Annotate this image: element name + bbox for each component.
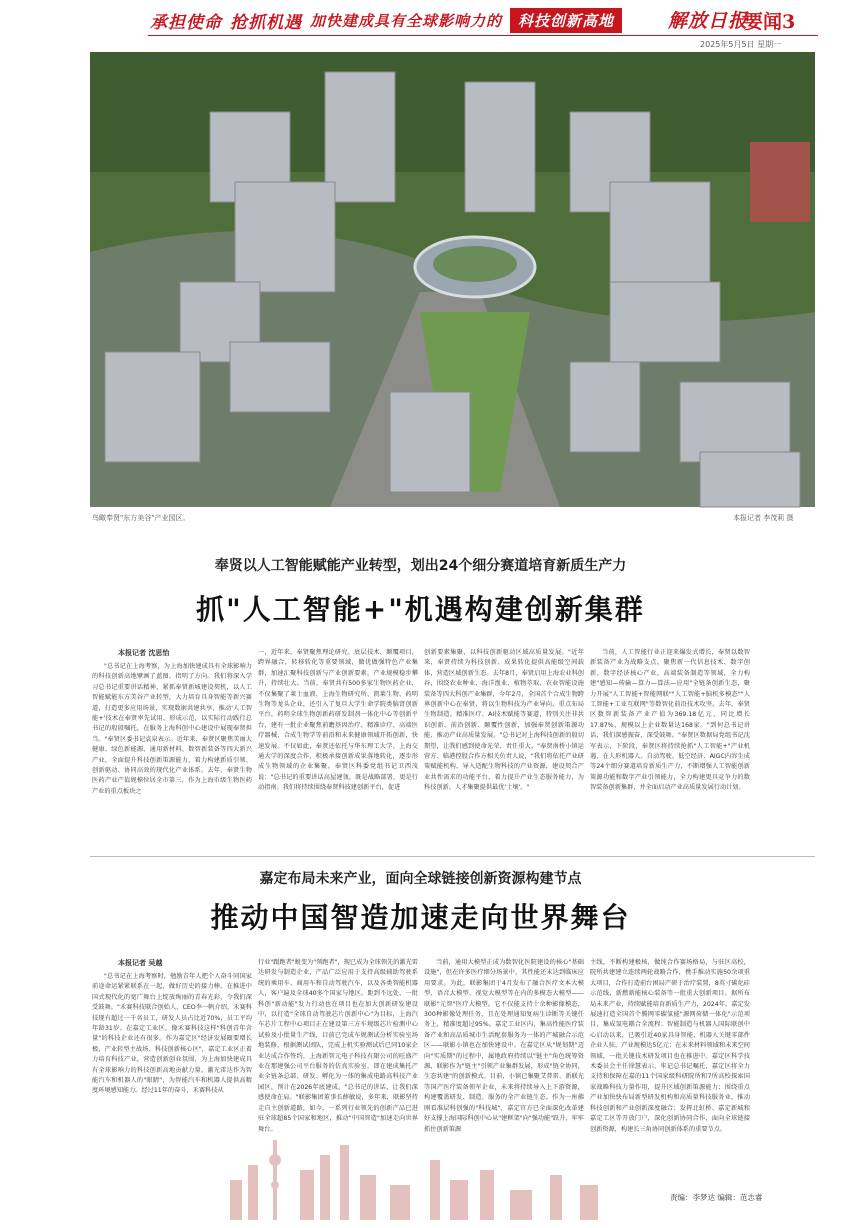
article2-headline: 推动中国智造加速走向世界舞台 (210, 901, 631, 934)
editor-credit: 责编：李梦达 编辑：范志睿 (670, 1193, 763, 1202)
dateline: 2025年5月5日 星期一 (700, 40, 782, 49)
masthead (0, 0, 841, 49)
top-rule (148, 35, 818, 36)
article1-col4: 当前，人工智能行业正迎来爆发式增长，奉贤以数智新装备产业为战略支点，聚焦新一代信息技术、数字创新、数字经济核心产业，高端装备制造等领域，全力构建"感知—传输—算力—算法—应用"全链条创新生态，聚力开展"人工智能+智能网联""人工智能+脑机多模态""人工智能+工业互联网"等数智化前沿技术攻坚。去年，奉贤区数智新装备产业产值为369.18亿元，同比增长17.87%，规模以上企业数量达168家。"到何总书记讲话，我们深感振奋，深受鼓舞。"奉贤区数据局党组书记沈军表示，下阶段，奉贤区将持续抢抓"人工智能+"产业机遇，在人形机器人、自动驾驶、低空经济、AIGC内容生成等24个细分赛道培育新质生产力，不断增强人工智能创新策源功能和数字产业引领能力，全力构建更具竞争力的数智装备创新集群，并全面启动产业高质量发展行动计划。 (590, 649, 750, 792)
article1-col1: "总书记在上海考察，为上海加快建成具有全球影响力的科技创新高地擘画了蓝图、指明了方向。我们将深入学习总书记重要讲话精神，紧抓奉贤新城建设契机，以人工智能赋能东方美谷产业转型，大力培育具身智能等新兴赛道，打造更多应用场景，实现数据共建共享，推动'人工智能+'技术在奉贤率先试用、形成示范，以实际行动践行总书记的殷殷嘱托，在服务上海科创中心建设中展现奉贤担当。"奉贤区委书记袁泉表示。近年来，奉贤区聚焦美丽大健康、绿色新能源、通用新材料、数智新装备等四大新兴产业，全面提升科技创新策源能力，着力构建新质引领、创新驱动、协同高效的现代化产业体系。去年，奉贤生物医药产业产值规模位居全市第三，作为上海市级生物医药产业的重点板块之 (92, 663, 252, 795)
aerial-photo (90, 52, 815, 507)
article2-col3: 当前，通用大模型正成为数智化医院建设的核心"基础设施"，但在许多医疗细分场景中，其性能还未达到临床应用要求。为此，联影集团于4月发布了融合医疗文本大模型、语音大模型、视觉大模型等在内的多模态大模型——联影"元智"医疗大模型。它不仅能支持十余种影像模态，300种影像处理任务，且在处理通知复病生诊断等关键任务上，精准度超过95%。嘉定工业区内，集高性能医疗装备产业和高品质城市生活配套服务为一体的产城融合示范区——联影小镇也在加快建设中。在嘉定区从"规划期"迈向"实质期"的过程中，属地政府持续以"链主"角色统筹资源，联影作为"链主"引领产业集群发展，形成"链全协同，生态共建"的创新模式。目前，小镇已集聚艾普雷、新联光等国产医疗装备领军企业，未来将持续导入上下游资源，构建覆盖研发、制造、服务的全产业链生态。作为一座佛刚看准层科创强的"科技城"，嘉定官方已全面深化改革建好支撑上海国际科创中心从"建框架"向"强功能"跃升，牢牢抓住创新策源 (424, 959, 584, 1133)
article1-byline: 本报记者 沈思怡 (118, 649, 170, 657)
article2-col4: 主线，不断构建极核，做纯合作赛场格局，与驻区高校，院所共建建立连续两轮战略合作，携手推动实施50余项重大项目，合作打造前台困局产研于治疗装置，8英寸碳化硅示范线，新燃新能核心装备等一批重大创新项目。据所布局未来产业，持续赋能培育新质生产力，2024年，嘉定发展速打造全国首个腾网零碳氢能"源网荷储一体化"示范项目，集成氢电耦合全流程；智能制造与机器人国际联创中心启动以来，已吸引近40家具身智能、机器人关键零部件企业人驻，产业规模达5亿元；在未来材料领域和未来空间领域，一批关键技术研发项目也在推进中。嘉定区科学技术委员会主任徐慧表示，牢记总书记嘱托，嘉定区将全力支持和保障在嘉的11个国家级科研院所和7所高校探索国家战略科技力量作用，提升区域创新策源能力；围绕重点产业加快快布局新型研发机构和高质量科技服务业，推动科技创新和产业创新深度融合；发挥北虹桥、嘉定新城和嘉定工区等开放门户，深化创新协同合作，面向全球链接创新资源，构建长三角协同创新体系的重要节点。 (590, 959, 750, 1133)
slogan-part3: 加快建成具有全球影响力的 (310, 11, 503, 30)
aerial-photo-illustration (90, 52, 815, 507)
photo-caption: 鸟瞰奉贤"东方美谷"产业园区。 (92, 514, 190, 522)
article2-subhead: 嘉定布局未来产业，面向全球链接创新资源构建节点 (259, 871, 582, 887)
slogan-part2: 抢抓机遇 (230, 12, 302, 33)
section-divider (90, 856, 815, 857)
article2-col2: 行业"跟跑者"蜕变为"领跑者"，现已成为全球领先的激光雷达研发与制造企业，产品广泛应用于支持高级辅助驾驶系统的乘用车、商用车和自动驾驶汽车，以及各类智能机器人，客户遍及全球40多个国家与地区。距到不远处，一批科创"新动能"发力行动也在项目也在加大创新研发建设中，以打造"全球自动驾驶芯片创新中心"为目标，上海汽车芯片工程中心项目正在建设第三方车规级芯片检测中心试验及小批量生产线，目前已完成车规测试分析实验室场地装修，根据测试团队，完成上机实验测试后已同10家企业达成合作签约，上海新智元电子科技有限公司的旺盛产业在那建强公司平台服务的仿真实验室，即在建成集托产业全链条总部、研发、孵化为一体的集成电路高科技产业园区，预计在2026年底建成。"总书记的讲话，让我们深感使命在肩。"联影集团董事长薛敏说，多年来，联影坚持走自主创新道路，如今，一系列行业领先的创新产品已进驻全球超85个国家和地区，推动"中国智造"加速走向世界舞台。 (258, 959, 418, 1133)
paper-logo: 解放日报 (668, 10, 749, 32)
article1-col2: 一，近年来，奉贤聚焦理论研究、底层技术、颠覆项目，跨界融合，转移转化等重要领域，做优做强特色产业集群，加速汇聚科技创新与产业创新要素，产业规模稳步攀升，持续壮大。当前，奉贤共有500多家生物医药企业，不仅集聚了莱士血液、上海生物研究所、凯莱生物、药明生物等龙头企业，还引入了复旦大学生命学院类脑肾创新平台，药明全球生物创新药研发制剂一体化中心等创新平台，建有一批企业聚焦前瞻基因治疗、精准诊疗、高端医疗器械、合成生物学等前沿和未来健康领域开拓创新，快速发展。不仅如此，奉贤还依托与华东理工大学、上海交通大学的深度合作，积极承接创新成果落地转化，逐步形成生物领域的企业集聚。奉贤区科委党组书记卫西茂说："总书记的重要讲话高屋建瓴，既是战略部署，更是行动指南。我们将持续围绕奉贤科技建创新平台，促进 (258, 649, 418, 792)
photo-credit: 本报记者 李茂莉 摄 (733, 514, 794, 522)
slogan-part1: 承担使命 (150, 12, 222, 33)
article1-subhead: 奉贤以人工智能赋能产业转型，划出24个细分赛道培育新质生产力 (214, 558, 627, 574)
article1-col3: 创新要素集聚，以科技创新驱动区域高质量发展。"近年来，奉贤持续为科技创新、成果转化提供高能级空间载体，营造区域创新生态。去年8月，奉贤启用上海农业科创谷，围绕农业种业、海洋渔业、植物萃取、农业智能设施装备等四大科创产业集群，今年2月，全国首个合成生物跨界创新中心在奉贤，将以生物科技为产业导向，重点布局生物制造、精准医疗、AI技术赋能等赛道，特别关注非共识创新、前沿创新、颠覆性创新，加强奉贤创新策源功能，推动产业高质量发展。"总书记对上海科技创新的殷切期望，让我们感到使命光荣、责任重大。"奉贤南桥小镇运营方、临港控股合作方相关负责人说，"我们将依托产业研策赋能机构，导入适配生物科技的产业资源，建设契合产业共性需求的功能平台，着力提升产业生态服务能力，为科技创新、人才集聚提供最优'土壤'。" (424, 649, 584, 792)
section-name: 要闻3 (744, 11, 796, 33)
article1-headline: 抓"人工智能+"机遇构建创新集群 (196, 593, 645, 626)
slogan-band (150, 8, 622, 32)
slogan-part4: 科技创新高地 (510, 8, 622, 33)
article2-col1: "总书记在上海考察时，勉励青年人把个人奋斗同国家前途命运紧紧联系在一起，做好历史的接力棒。在推进中国式现代化的宽广舞台上绽放绚丽的青春光彩，令我们深受鼓舞。"禾赛科技联合创始人、CEO李一帆介绍，禾赛科技现有超过一千名员工，研发人员占比近70%，员工平均年龄31岁。在嘉定工业区，像禾赛科技这样"科创青年含量"的科技企业还有很多。作为嘉定区"经济发展圈要增长极、产业转型主战场、科技创新核心区"，嘉定工业区正着力培育科技产业，营造创新创业氛围，为上海加快建成具有全球影响力的科技创新高地贡献力量。激光雷达作为智能汽车和机器人的"眼睛"，为智能汽车和机器人提供高精度环境感知能力。经过11年的奋斗，禾赛科技从 (92, 973, 252, 1095)
skyline-illustration (210, 1130, 640, 1220)
article2-byline: 本报记者 吴越 (118, 959, 163, 967)
